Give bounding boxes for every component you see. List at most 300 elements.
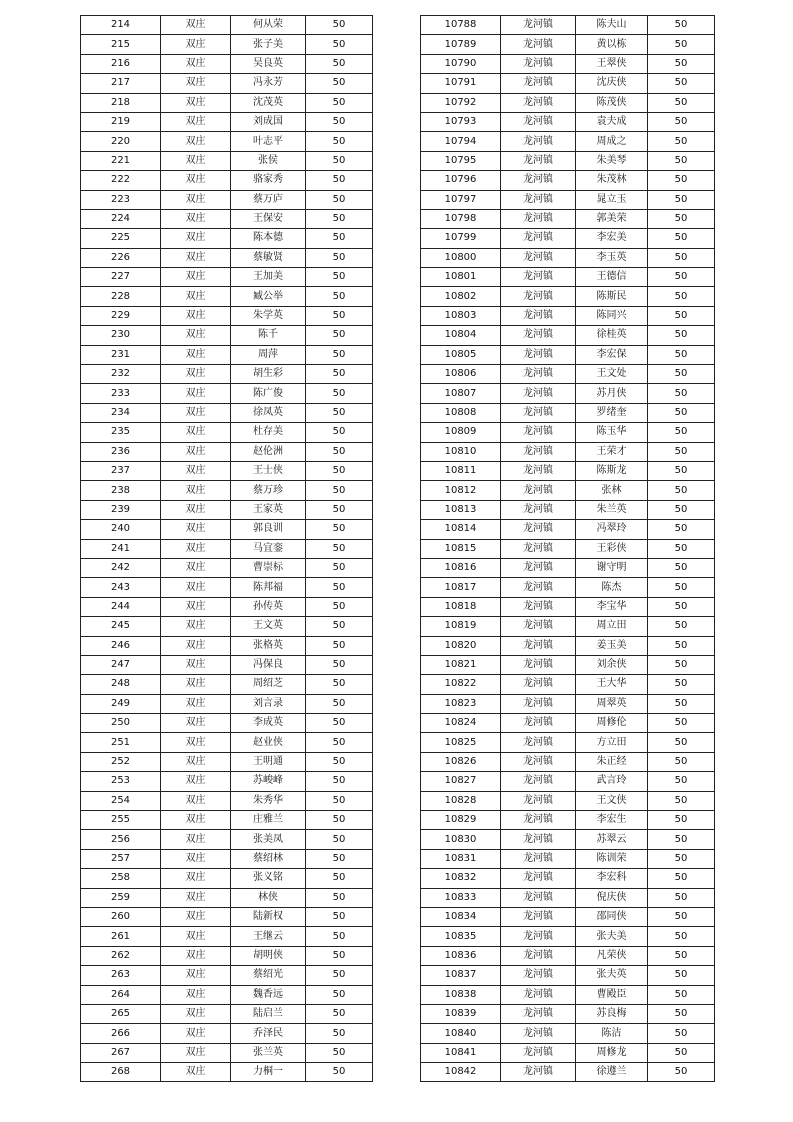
cell-id: 10823 [421,694,501,713]
cell-name: 冯保良 [231,655,306,674]
table-row [81,209,373,228]
cell-town: 龙河镇 [501,636,576,655]
cell-amount: 50 [306,190,373,209]
cell-name: 孙传英 [231,597,306,616]
table-row [81,694,373,713]
cell-id: 257 [81,849,161,868]
cell-name: 蔡万珍 [231,481,306,500]
cell-town: 龙河镇 [501,946,576,965]
cell-town: 双庄 [161,403,231,422]
table-row [81,248,373,267]
table-row [421,539,715,558]
cell-name: 李宏科 [576,869,648,888]
cell-id: 244 [81,597,161,616]
cell-name: 徐凤英 [231,403,306,422]
table-row [421,112,715,131]
table-row [81,1024,373,1043]
cell-id: 255 [81,811,161,830]
cell-town: 双庄 [161,326,231,345]
cell-name: 王彩侠 [576,539,648,558]
cell-town: 龙河镇 [501,306,576,325]
cell-town: 双庄 [161,830,231,849]
cell-id: 10795 [421,151,501,170]
cell-town: 龙河镇 [501,907,576,926]
cell-id: 10837 [421,966,501,985]
cell-town: 龙河镇 [501,733,576,752]
right-table-body [421,16,715,1082]
cell-name: 徐遵兰 [576,1063,648,1082]
cell-town: 双庄 [161,985,231,1004]
table-row [81,384,373,403]
cell-town: 龙河镇 [501,54,576,73]
cell-amount: 50 [648,74,715,93]
cell-id: 268 [81,1063,161,1082]
cell-name: 陈夫山 [576,16,648,35]
cell-name: 周修龙 [576,1043,648,1062]
cell-name: 张义铭 [231,869,306,888]
table-row [81,268,373,287]
cell-id: 245 [81,617,161,636]
table-row [421,209,715,228]
cell-id: 10805 [421,345,501,364]
cell-name: 朱秀华 [231,791,306,810]
cell-name: 苏峻峰 [231,772,306,791]
cell-amount: 50 [306,617,373,636]
cell-town: 龙河镇 [501,927,576,946]
cell-amount: 50 [306,461,373,480]
cell-town: 龙河镇 [501,171,576,190]
cell-name: 陈邦福 [231,578,306,597]
cell-id: 222 [81,171,161,190]
cell-amount: 50 [306,248,373,267]
cell-name: 杜存美 [231,423,306,442]
table-row [81,500,373,519]
cell-id: 261 [81,927,161,946]
cell-id: 10812 [421,481,501,500]
cell-town: 龙河镇 [501,461,576,480]
cell-amount: 50 [648,597,715,616]
cell-amount: 50 [648,423,715,442]
cell-id: 10818 [421,597,501,616]
cell-town: 双庄 [161,287,231,306]
table-row [421,74,715,93]
cell-name: 姜玉美 [576,636,648,655]
cell-id: 10819 [421,617,501,636]
cell-name: 陈玉华 [576,423,648,442]
cell-name: 倪庆侠 [576,888,648,907]
cell-amount: 50 [306,578,373,597]
cell-name: 林侠 [231,888,306,907]
cell-amount: 50 [306,830,373,849]
table-row [421,35,715,54]
cell-amount: 50 [648,403,715,422]
cell-name: 张侯 [231,151,306,170]
cell-town: 双庄 [161,752,231,771]
cell-town: 双庄 [161,675,231,694]
cell-town: 龙河镇 [501,1024,576,1043]
cell-town: 龙河镇 [501,112,576,131]
table-row [81,326,373,345]
cell-town: 龙河镇 [501,151,576,170]
cell-amount: 50 [306,1004,373,1023]
cell-name: 王保安 [231,209,306,228]
cell-id: 10827 [421,772,501,791]
table-row [421,326,715,345]
cell-amount: 50 [648,985,715,1004]
cell-id: 259 [81,888,161,907]
table-row [421,811,715,830]
cell-id: 234 [81,403,161,422]
cell-town: 双庄 [161,345,231,364]
cell-id: 10822 [421,675,501,694]
cell-id: 230 [81,326,161,345]
cell-amount: 50 [648,675,715,694]
cell-id: 10816 [421,558,501,577]
cell-amount: 50 [306,811,373,830]
table-row [421,171,715,190]
cell-id: 10821 [421,655,501,674]
table-row [81,365,373,384]
table-row [421,500,715,519]
cell-amount: 50 [306,209,373,228]
cell-town: 双庄 [161,617,231,636]
cell-amount: 50 [648,190,715,209]
cell-amount: 50 [306,500,373,519]
cell-amount: 50 [648,54,715,73]
table-row [421,675,715,694]
cell-id: 238 [81,481,161,500]
cell-id: 263 [81,966,161,985]
cell-amount: 50 [648,35,715,54]
cell-id: 10829 [421,811,501,830]
cell-town: 双庄 [161,132,231,151]
cell-amount: 50 [306,888,373,907]
table-row [81,93,373,112]
table-row [421,791,715,810]
cell-amount: 50 [306,365,373,384]
cell-name: 周绍芝 [231,675,306,694]
cell-amount: 50 [306,694,373,713]
cell-amount: 50 [306,384,373,403]
cell-id: 220 [81,132,161,151]
cell-name: 曹殿臣 [576,985,648,1004]
cell-amount: 50 [648,151,715,170]
table-row [81,1043,373,1062]
table-row [421,1024,715,1043]
cell-name: 苏翠云 [576,830,648,849]
table-row [421,907,715,926]
cell-amount: 50 [648,112,715,131]
table-row [421,1004,715,1023]
table-row [81,1063,373,1082]
table-row [81,966,373,985]
table-row [81,171,373,190]
cell-name: 刘余侠 [576,655,648,674]
cell-town: 双庄 [161,248,231,267]
cell-name: 陈广俊 [231,384,306,403]
cell-id: 231 [81,345,161,364]
cell-id: 10814 [421,520,501,539]
table-row [421,830,715,849]
table-row [81,520,373,539]
cell-name: 周成之 [576,132,648,151]
cell-amount: 50 [648,791,715,810]
cell-name: 王家英 [231,500,306,519]
cell-town: 双庄 [161,1004,231,1023]
cell-town: 双庄 [161,151,231,170]
cell-town: 龙河镇 [501,209,576,228]
cell-amount: 50 [648,1063,715,1082]
cell-name: 陈本德 [231,229,306,248]
cell-amount: 50 [306,849,373,868]
cell-name: 王加美 [231,268,306,287]
cell-amount: 50 [306,1024,373,1043]
cell-name: 张子美 [231,35,306,54]
cell-id: 218 [81,93,161,112]
cell-id: 235 [81,423,161,442]
cell-amount: 50 [306,93,373,112]
cell-town: 双庄 [161,384,231,403]
cell-id: 10788 [421,16,501,35]
cell-amount: 50 [306,655,373,674]
cell-name: 赵业侠 [231,733,306,752]
cell-amount: 50 [306,268,373,287]
table-row [81,229,373,248]
table-row [81,16,373,35]
cell-id: 10830 [421,830,501,849]
cell-amount: 50 [306,423,373,442]
cell-amount: 50 [648,306,715,325]
cell-town: 双庄 [161,35,231,54]
cell-town: 双庄 [161,54,231,73]
cell-town: 双庄 [161,1024,231,1043]
cell-id: 10836 [421,946,501,965]
cell-town: 龙河镇 [501,752,576,771]
cell-town: 双庄 [161,869,231,888]
cell-name: 陆启兰 [231,1004,306,1023]
cell-amount: 50 [306,74,373,93]
table-row [421,365,715,384]
table-row [81,442,373,461]
cell-amount: 50 [648,345,715,364]
cell-amount: 50 [306,35,373,54]
table-row [421,481,715,500]
table-row [421,268,715,287]
cell-town: 龙河镇 [501,791,576,810]
table-row [421,694,715,713]
cell-amount: 50 [648,830,715,849]
table-row [421,151,715,170]
cell-name: 张格英 [231,636,306,655]
cell-id: 250 [81,714,161,733]
table-row [421,461,715,480]
cell-id: 10842 [421,1063,501,1082]
cell-id: 10824 [421,714,501,733]
cell-id: 248 [81,675,161,694]
cell-name: 邵同侠 [576,907,648,926]
table-row [81,423,373,442]
cell-town: 双庄 [161,558,231,577]
cell-amount: 50 [648,132,715,151]
cell-id: 10833 [421,888,501,907]
cell-amount: 50 [306,733,373,752]
cell-amount: 50 [648,558,715,577]
cell-amount: 50 [648,171,715,190]
cell-name: 周修伦 [576,714,648,733]
cell-name: 郭良训 [231,520,306,539]
table-row [81,675,373,694]
cell-town: 龙河镇 [501,132,576,151]
cell-amount: 50 [306,636,373,655]
table-row [421,190,715,209]
cell-name: 庄雅兰 [231,811,306,830]
cell-town: 龙河镇 [501,423,576,442]
cell-id: 256 [81,830,161,849]
cell-town: 龙河镇 [501,74,576,93]
cell-id: 236 [81,442,161,461]
table-row [81,306,373,325]
cell-name: 张美凤 [231,830,306,849]
cell-amount: 50 [306,772,373,791]
table-row [81,190,373,209]
table-row [421,985,715,1004]
table-row [421,869,715,888]
cell-id: 251 [81,733,161,752]
table-row [81,714,373,733]
cell-id: 224 [81,209,161,228]
cell-town: 双庄 [161,1043,231,1062]
cell-id: 264 [81,985,161,1004]
cell-id: 10831 [421,849,501,868]
cell-id: 10825 [421,733,501,752]
cell-id: 226 [81,248,161,267]
cell-id: 249 [81,694,161,713]
table-row [81,54,373,73]
cell-id: 10835 [421,927,501,946]
cell-amount: 50 [306,1043,373,1062]
cell-town: 龙河镇 [501,287,576,306]
table-row [421,384,715,403]
table-row [421,248,715,267]
cell-amount: 50 [648,248,715,267]
cell-amount: 50 [648,287,715,306]
cell-id: 228 [81,287,161,306]
cell-town: 双庄 [161,190,231,209]
cell-amount: 50 [306,675,373,694]
cell-town: 龙河镇 [501,16,576,35]
cell-name: 刘言录 [231,694,306,713]
cell-id: 233 [81,384,161,403]
cell-name: 刘成国 [231,112,306,131]
cell-id: 10802 [421,287,501,306]
cell-id: 219 [81,112,161,131]
cell-name: 陈同兴 [576,306,648,325]
left-table-body [81,16,373,1082]
cell-name: 李宏美 [576,229,648,248]
cell-id: 10804 [421,326,501,345]
cell-town: 双庄 [161,268,231,287]
cell-amount: 50 [648,93,715,112]
cell-amount: 50 [648,1043,715,1062]
cell-id: 10820 [421,636,501,655]
table-row [421,1063,715,1082]
cell-id: 10838 [421,985,501,1004]
cell-name: 王文英 [231,617,306,636]
table-row [81,403,373,422]
cell-amount: 50 [306,326,373,345]
cell-town: 双庄 [161,93,231,112]
cell-amount: 50 [648,326,715,345]
cell-amount: 50 [648,733,715,752]
cell-name: 何从荣 [231,16,306,35]
table-row [81,1004,373,1023]
cell-town: 双庄 [161,423,231,442]
cell-id: 10828 [421,791,501,810]
cell-name: 袁夫成 [576,112,648,131]
cell-id: 237 [81,461,161,480]
cell-town: 龙河镇 [501,248,576,267]
cell-town: 双庄 [161,365,231,384]
cell-town: 龙河镇 [501,597,576,616]
cell-town: 龙河镇 [501,966,576,985]
cell-id: 242 [81,558,161,577]
cell-name: 王荣才 [576,442,648,461]
cell-amount: 50 [306,791,373,810]
cell-town: 双庄 [161,461,231,480]
cell-id: 10841 [421,1043,501,1062]
cell-id: 10797 [421,190,501,209]
cell-id: 10790 [421,54,501,73]
cell-id: 260 [81,907,161,926]
cell-amount: 50 [306,597,373,616]
cell-town: 双庄 [161,16,231,35]
cell-town: 双庄 [161,481,231,500]
table-row [81,733,373,752]
cell-id: 10796 [421,171,501,190]
cell-name: 苏良梅 [576,1004,648,1023]
cell-id: 267 [81,1043,161,1062]
cell-town: 双庄 [161,791,231,810]
cell-amount: 50 [648,772,715,791]
table-row [81,791,373,810]
cell-amount: 50 [306,869,373,888]
table-row [421,617,715,636]
cell-id: 10813 [421,500,501,519]
table-row [81,151,373,170]
cell-id: 10792 [421,93,501,112]
cell-name: 周萍 [231,345,306,364]
cell-name: 陈千 [231,326,306,345]
table-row [421,345,715,364]
cell-id: 225 [81,229,161,248]
cell-name: 朱兰英 [576,500,648,519]
cell-id: 10799 [421,229,501,248]
cell-name: 王明通 [231,752,306,771]
table-row [421,93,715,112]
cell-amount: 50 [648,617,715,636]
cell-town: 双庄 [161,442,231,461]
cell-id: 10791 [421,74,501,93]
table-row [81,35,373,54]
cell-id: 214 [81,16,161,35]
cell-amount: 50 [648,1004,715,1023]
cell-town: 龙河镇 [501,772,576,791]
cell-id: 221 [81,151,161,170]
cell-town: 双庄 [161,636,231,655]
cell-amount: 50 [648,461,715,480]
cell-town: 双庄 [161,714,231,733]
cell-name: 谢守明 [576,558,648,577]
